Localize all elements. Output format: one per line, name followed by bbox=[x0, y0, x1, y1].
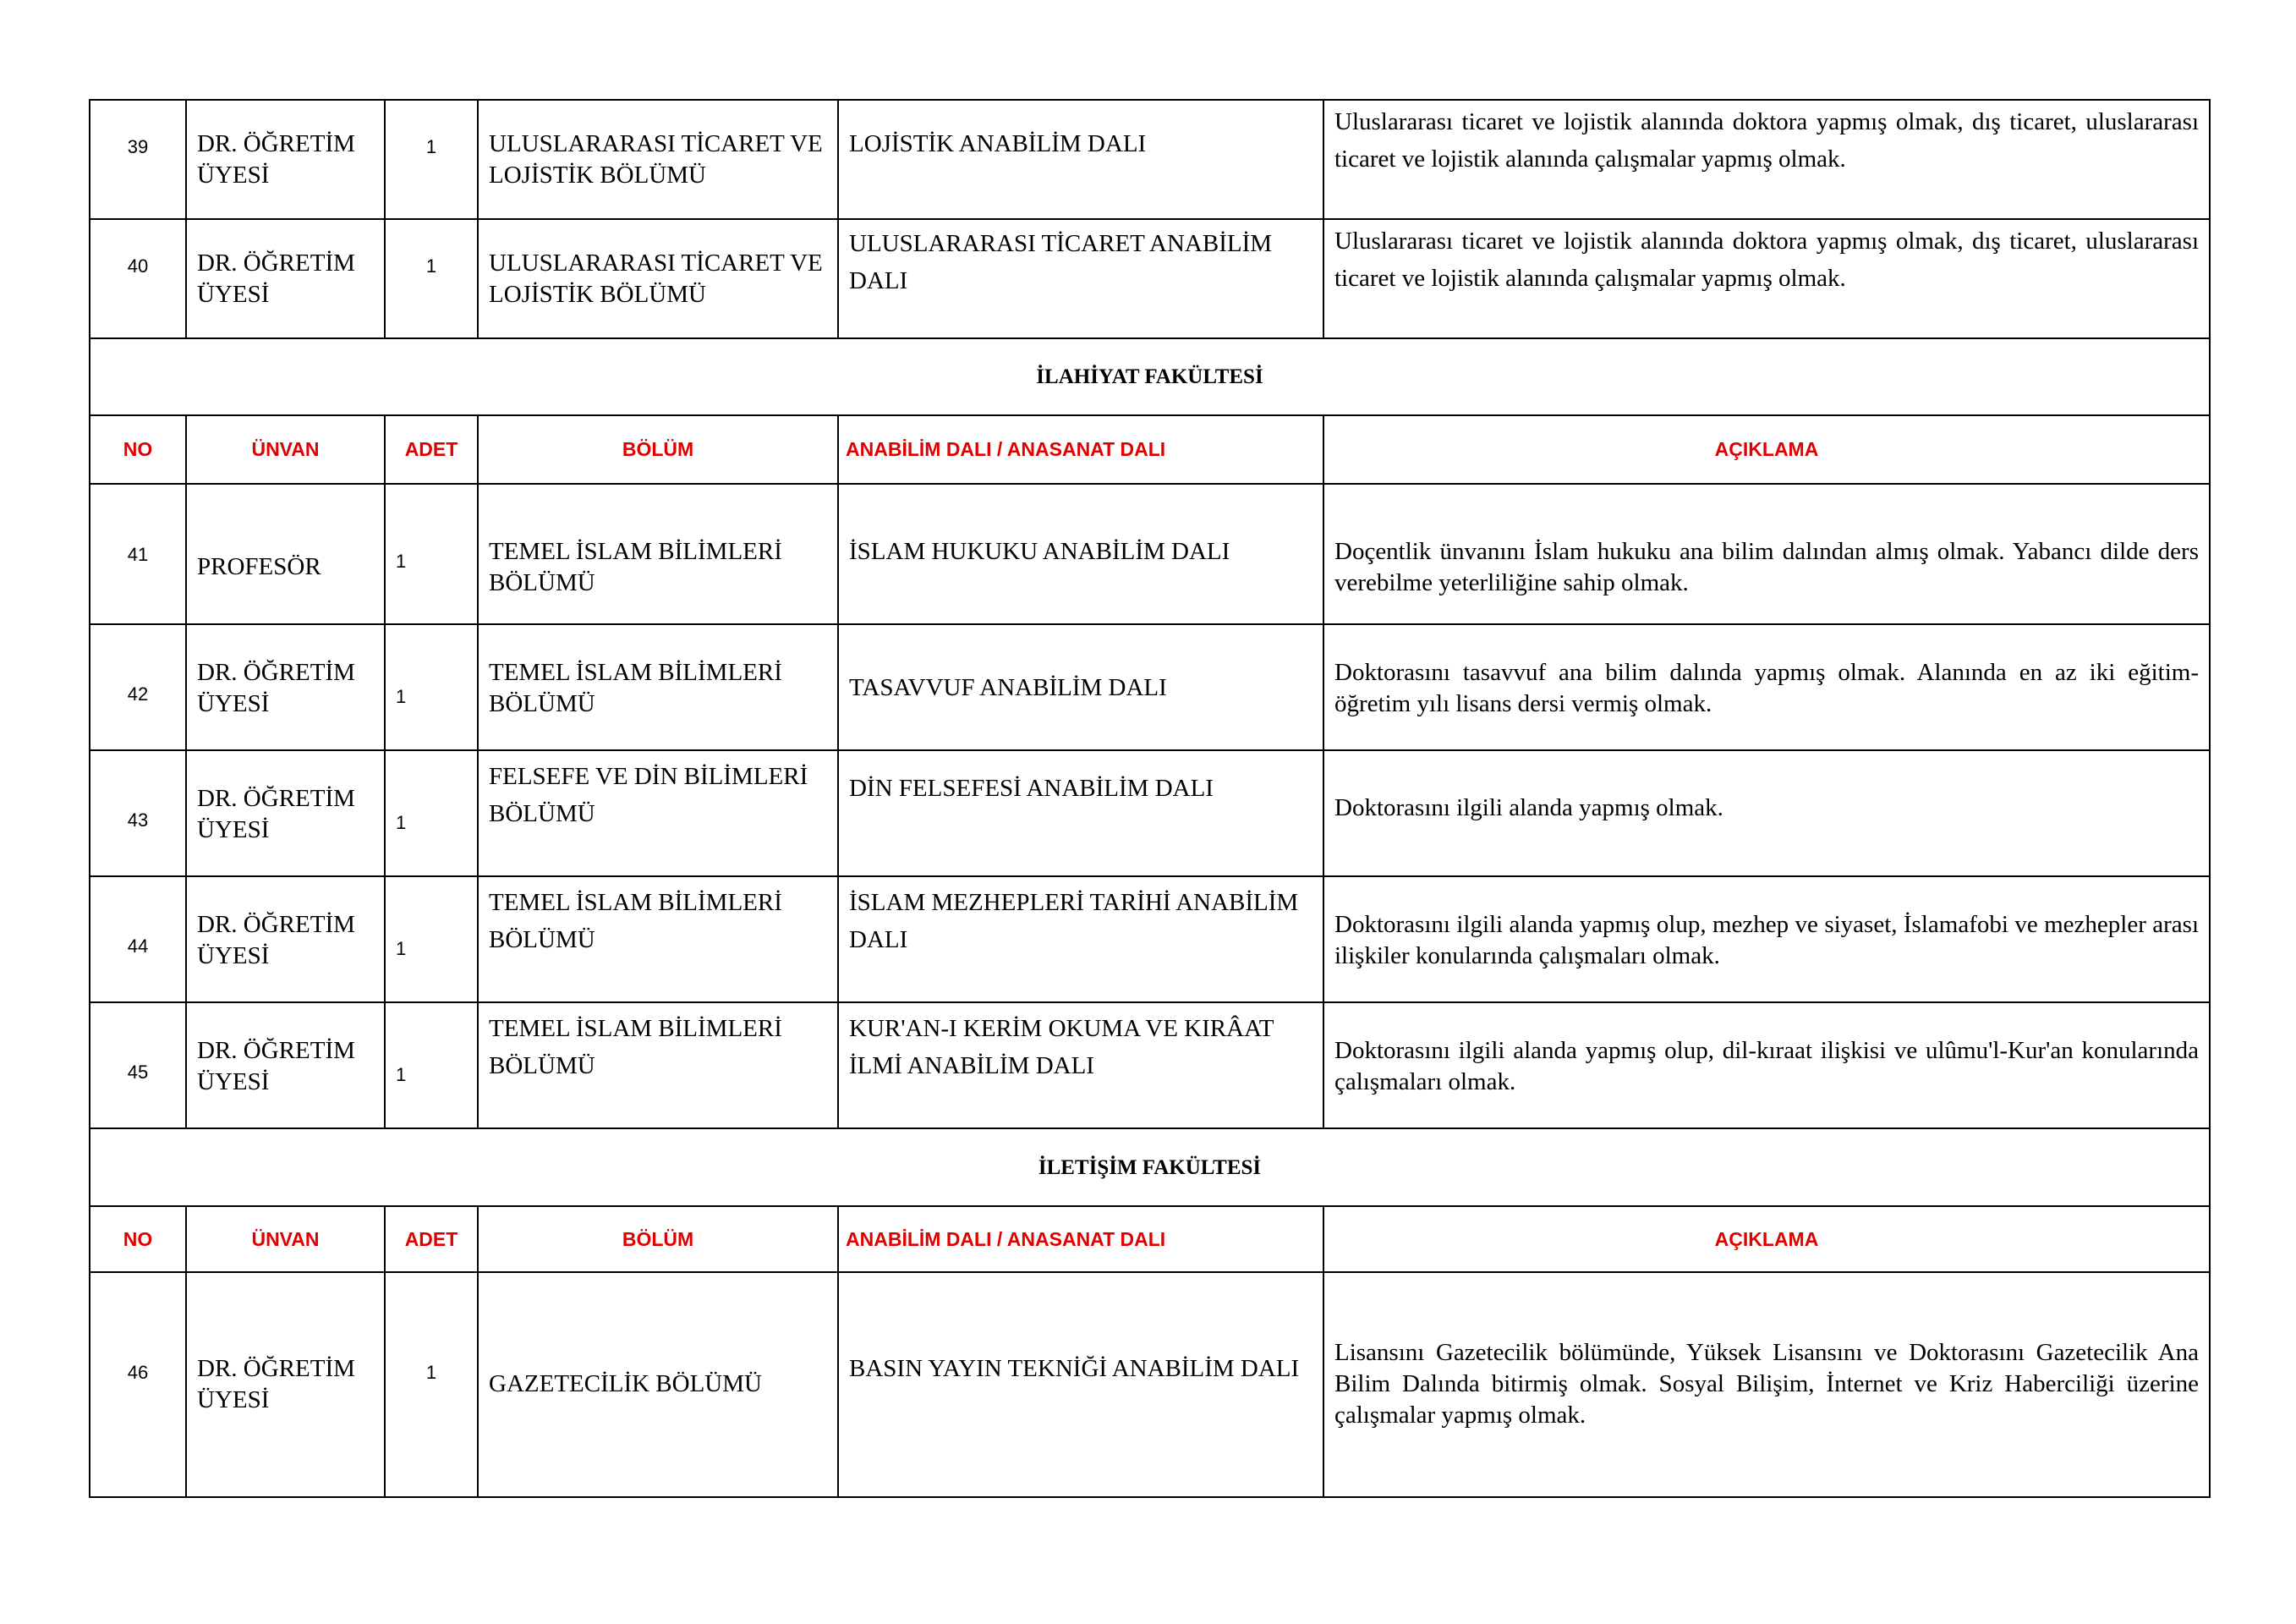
header-row bbox=[90, 415, 2210, 484]
row-aciklama: Doktorasını ilgili alanda yapmış olup, dil-kıraat ilişkisi ve ulûmu'l-Kur'an konularında çalışmaları olmak. bbox=[1323, 1002, 2210, 1128]
table-row bbox=[90, 1272, 2210, 1497]
row-unvan: DR. ÖĞRETİM ÜYESİ bbox=[186, 876, 385, 1002]
col-header-bolum: BÖLÜM bbox=[478, 415, 838, 484]
row-anabilim: BASIN YAYIN TEKNİĞİ ANABİLİM DALI bbox=[838, 1272, 1323, 1497]
row-bolum: ULUSLARARASI TİCARET VE LOJİSTİK BÖLÜMÜ bbox=[478, 100, 838, 219]
row-anabilim: İSLAM MEZHEPLERİ TARİHİ ANABİLİM DALI bbox=[838, 876, 1323, 1002]
row-bolum: ULUSLARARASI TİCARET VE LOJİSTİK BÖLÜMÜ bbox=[478, 219, 838, 338]
row-anabilim: KUR'AN-I KERİM OKUMA VE KIRÂAT İLMİ ANABİLİM DALI bbox=[838, 1002, 1323, 1128]
col-header-no: NO bbox=[90, 415, 186, 484]
row-bolum: FELSEFE VE DİN BİLİMLERİ BÖLÜMÜ bbox=[478, 750, 838, 876]
row-aciklama: Doktorasını ilgili alanda yapmış olup, mezhep ve siyaset, İslamafobi ve mezhepler arası ilişkiler konularında çalışmaları olmak. bbox=[1323, 876, 2210, 1002]
table-row bbox=[90, 624, 2210, 750]
table-row bbox=[90, 1002, 2210, 1128]
col-header-unvan: ÜNVAN bbox=[186, 415, 385, 484]
table-row bbox=[90, 876, 2210, 1002]
col-header-anabilim: ANABİLİM DALI / ANASANAT DALI bbox=[838, 415, 1323, 484]
row-anabilim: İSLAM HUKUKU ANABİLİM DALI bbox=[838, 484, 1323, 624]
row-anabilim: LOJİSTİK ANABİLİM DALI bbox=[838, 100, 1323, 219]
row-aciklama: Doktorasını ilgili alanda yapmış olmak. bbox=[1323, 750, 2210, 876]
row-adet: 1 bbox=[385, 876, 478, 1002]
col-header-aciklama: AÇIKLAMA bbox=[1323, 1206, 2210, 1272]
row-no: 41 bbox=[90, 484, 186, 624]
row-no: 44 bbox=[90, 876, 186, 1002]
row-adet: 1 bbox=[385, 1002, 478, 1128]
row-aciklama: Uluslararası ticaret ve lojistik alanında doktora yapmış olmak, dış ticaret, uluslararası ticaret ve lojistik alanında çalışmalar yapmış olmak. bbox=[1323, 100, 2210, 219]
row-unvan: DR. ÖĞRETİM ÜYESİ bbox=[186, 750, 385, 876]
col-header-anabilim: ANABİLİM DALI / ANASANAT DALI bbox=[838, 1206, 1323, 1272]
faculty-title: İLAHİYAT FAKÜLTESİ bbox=[90, 338, 2210, 415]
row-aciklama: Uluslararası ticaret ve lojistik alanında doktora yapmış olmak, dış ticaret, uluslararası ticaret ve lojistik alanında çalışmalar yapmış olmak. bbox=[1323, 219, 2210, 338]
col-header-unvan: ÜNVAN bbox=[186, 1206, 385, 1272]
row-no: 43 bbox=[90, 750, 186, 876]
row-bolum: TEMEL İSLAM BİLİMLERİ BÖLÜMÜ bbox=[478, 624, 838, 750]
row-bolum: TEMEL İSLAM BİLİMLERİ BÖLÜMÜ bbox=[478, 1002, 838, 1128]
col-header-no: NO bbox=[90, 1206, 186, 1272]
row-anabilim: ULUSLARARASI TİCARET ANABİLİM DALI bbox=[838, 219, 1323, 338]
row-aciklama: Doçentlik ünvanını İslam hukuku ana bilim dalından almış olmak. Yabancı dilde ders verebilme yeterliliğine sahip olmak. bbox=[1323, 484, 2210, 624]
faculty-title: İLETİŞİM FAKÜLTESİ bbox=[90, 1128, 2210, 1206]
row-no: 40 bbox=[90, 219, 186, 338]
row-unvan: DR. ÖĞRETİM ÜYESİ bbox=[186, 624, 385, 750]
row-unvan: DR. ÖĞRETİM ÜYESİ bbox=[186, 1002, 385, 1128]
col-header-adet: ADET bbox=[385, 1206, 478, 1272]
row-adet: 1 bbox=[385, 484, 478, 624]
row-adet: 1 bbox=[385, 219, 478, 338]
row-adet: 1 bbox=[385, 100, 478, 219]
col-header-adet: ADET bbox=[385, 415, 478, 484]
row-aciklama: Doktorasını tasavvuf ana bilim dalında yapmış olmak. Alanında en az iki eğitim-öğretim yılı lisans dersi vermiş olmak. bbox=[1323, 624, 2210, 750]
row-unvan: DR. ÖĞRETİM ÜYESİ bbox=[186, 100, 385, 219]
row-anabilim: TASAVVUF ANABİLİM DALI bbox=[838, 624, 1323, 750]
header-row bbox=[90, 1206, 2210, 1272]
positions-table bbox=[89, 99, 2211, 1498]
row-no: 45 bbox=[90, 1002, 186, 1128]
row-anabilim: DİN FELSEFESİ ANABİLİM DALI bbox=[838, 750, 1323, 876]
row-no: 39 bbox=[90, 100, 186, 219]
table-row bbox=[90, 219, 2210, 338]
row-adet: 1 bbox=[385, 624, 478, 750]
row-bolum: TEMEL İSLAM BİLİMLERİ BÖLÜMÜ bbox=[478, 484, 838, 624]
table-row bbox=[90, 484, 2210, 624]
row-adet: 1 bbox=[385, 750, 478, 876]
section-title-row bbox=[90, 338, 2210, 415]
row-no: 46 bbox=[90, 1272, 186, 1497]
row-unvan: DR. ÖĞRETİM ÜYESİ bbox=[186, 219, 385, 338]
row-adet: 1 bbox=[385, 1272, 478, 1497]
row-unvan: DR. ÖĞRETİM ÜYESİ bbox=[186, 1272, 385, 1497]
row-bolum: GAZETECİLİK BÖLÜMÜ bbox=[478, 1272, 838, 1497]
row-aciklama: Lisansını Gazetecilik bölümünde, Yüksek Lisansını ve Doktorasını Gazetecilik Ana Bilim Dalında bitirmiş olmak. Sosyal Bilişim, İnternet ve Kriz Haberciliği üzerine çalışmalar yapmış olmak. bbox=[1323, 1272, 2210, 1497]
col-header-aciklama: AÇIKLAMA bbox=[1323, 415, 2210, 484]
section-title-row bbox=[90, 1128, 2210, 1206]
table-row bbox=[90, 750, 2210, 876]
row-no: 42 bbox=[90, 624, 186, 750]
row-bolum: TEMEL İSLAM BİLİMLERİ BÖLÜMÜ bbox=[478, 876, 838, 1002]
table-row bbox=[90, 100, 2210, 219]
row-unvan: PROFESÖR bbox=[186, 484, 385, 624]
col-header-bolum: BÖLÜM bbox=[478, 1206, 838, 1272]
